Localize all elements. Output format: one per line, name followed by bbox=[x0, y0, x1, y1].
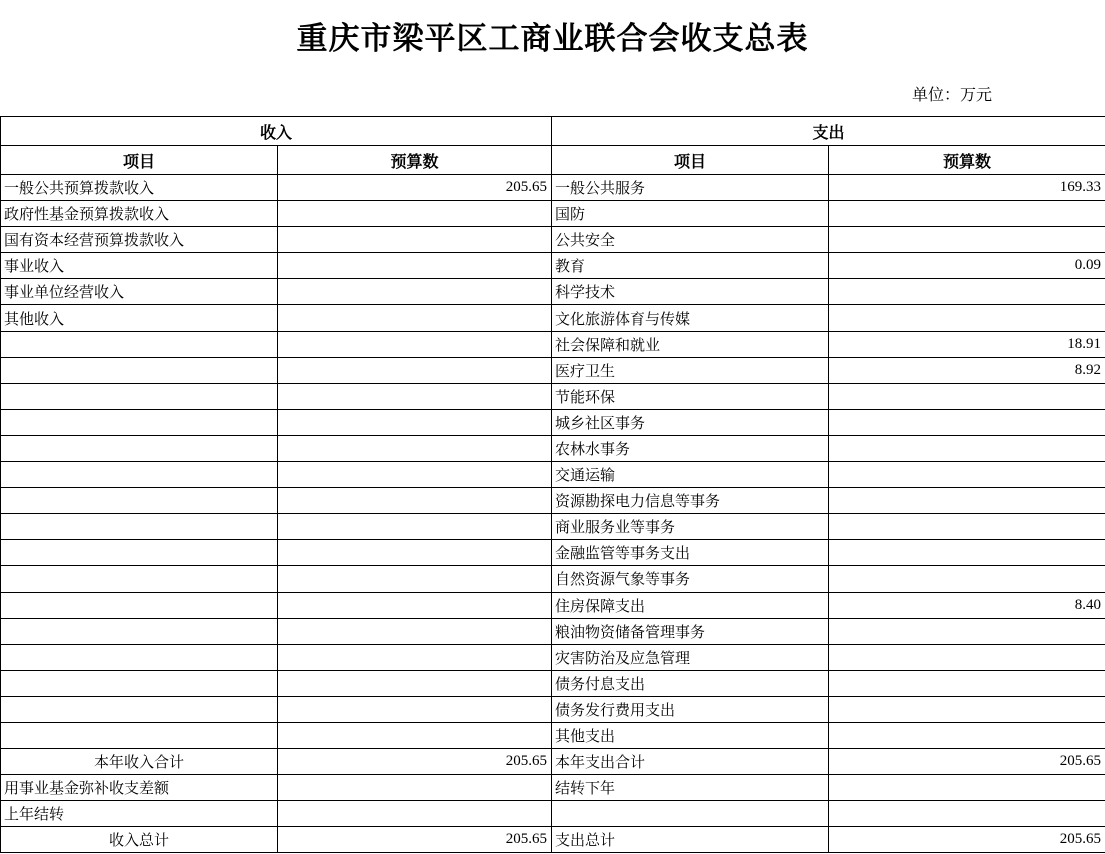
expense-item-cell: 住房保障支出 bbox=[552, 592, 829, 618]
expense-section-header: 支出 bbox=[552, 117, 1105, 146]
expense-value-cell bbox=[829, 644, 1105, 670]
table-row bbox=[1, 227, 1105, 253]
expense-item-cell: 支出总计 bbox=[552, 827, 829, 853]
income-item-cell bbox=[1, 383, 278, 409]
expense-item-cell bbox=[552, 801, 829, 827]
section-header-row bbox=[1, 117, 1105, 146]
expense-item-cell: 文化旅游体育与传媒 bbox=[552, 305, 829, 331]
expense-item-cell: 商业服务业等事务 bbox=[552, 514, 829, 540]
table-row bbox=[1, 801, 1105, 827]
income-item-header: 项目 bbox=[1, 146, 278, 175]
table-row bbox=[1, 357, 1105, 383]
unit-label: 单位：万元 bbox=[911, 87, 992, 104]
table-row bbox=[1, 566, 1105, 592]
expense-value-cell bbox=[829, 618, 1105, 644]
expense-item-cell: 农林水事务 bbox=[552, 435, 829, 461]
expense-item-cell: 资源勘探电力信息等事务 bbox=[552, 488, 829, 514]
table-row bbox=[1, 383, 1105, 409]
expense-item-cell: 自然资源气象等事务 bbox=[552, 566, 829, 592]
income-item-cell: 政府性基金预算拨款收入 bbox=[1, 201, 278, 227]
expense-value-cell bbox=[829, 383, 1105, 409]
income-item-cell bbox=[1, 618, 278, 644]
income-value-cell bbox=[278, 201, 552, 227]
table-row bbox=[1, 749, 1105, 775]
table-row bbox=[1, 722, 1105, 748]
income-value-cell bbox=[278, 383, 552, 409]
expense-budget-header: 预算数 bbox=[829, 146, 1105, 175]
income-value-cell bbox=[278, 305, 552, 331]
table-row bbox=[1, 462, 1105, 488]
income-item-cell bbox=[1, 696, 278, 722]
table-row bbox=[1, 644, 1105, 670]
income-value-cell bbox=[278, 801, 552, 827]
expense-item-cell: 公共安全 bbox=[552, 227, 829, 253]
expense-item-cell: 其他支出 bbox=[552, 722, 829, 748]
income-item-cell bbox=[1, 722, 278, 748]
expense-value-cell bbox=[829, 775, 1105, 801]
expense-item-cell: 灾害防治及应急管理 bbox=[552, 644, 829, 670]
expense-value-cell bbox=[829, 201, 1105, 227]
expense-item-cell: 国防 bbox=[552, 201, 829, 227]
income-item-cell bbox=[1, 566, 278, 592]
income-item-cell: 上年结转 bbox=[1, 801, 278, 827]
income-item-cell bbox=[1, 357, 278, 383]
income-value-cell bbox=[278, 357, 552, 383]
table-row bbox=[1, 175, 1105, 201]
expense-value-cell: 169.33 bbox=[829, 175, 1105, 201]
expense-value-cell bbox=[829, 801, 1105, 827]
table-row bbox=[1, 775, 1105, 801]
income-value-cell bbox=[278, 435, 552, 461]
income-item-cell: 收入总计 bbox=[1, 827, 278, 853]
expense-value-cell: 205.65 bbox=[829, 749, 1105, 775]
income-item-cell bbox=[1, 644, 278, 670]
expense-value-cell bbox=[829, 696, 1105, 722]
table-row bbox=[1, 201, 1105, 227]
table-body bbox=[1, 175, 1105, 853]
income-item-cell: 一般公共预算拨款收入 bbox=[1, 175, 278, 201]
table-row bbox=[1, 435, 1105, 461]
table-row bbox=[1, 514, 1105, 540]
expense-value-cell bbox=[829, 462, 1105, 488]
expense-value-cell bbox=[829, 409, 1105, 435]
table-row bbox=[1, 618, 1105, 644]
income-value-cell bbox=[278, 540, 552, 566]
income-value-cell bbox=[278, 696, 552, 722]
table-row bbox=[1, 305, 1105, 331]
expense-value-cell bbox=[829, 227, 1105, 253]
expense-item-cell: 交通运输 bbox=[552, 462, 829, 488]
expense-value-cell bbox=[829, 488, 1105, 514]
expense-value-cell bbox=[829, 305, 1105, 331]
expense-value-cell bbox=[829, 722, 1105, 748]
expense-item-header: 项目 bbox=[552, 146, 829, 175]
income-value-cell bbox=[278, 409, 552, 435]
income-budget-header: 预算数 bbox=[278, 146, 552, 175]
page-title: 重庆市梁平区工商业联合会收支总表 bbox=[296, 21, 809, 56]
table-row bbox=[1, 488, 1105, 514]
income-item-cell bbox=[1, 488, 278, 514]
table-row bbox=[1, 540, 1105, 566]
income-value-cell bbox=[278, 592, 552, 618]
income-value-cell: 205.65 bbox=[278, 749, 552, 775]
expense-item-cell: 金融监管等事务支出 bbox=[552, 540, 829, 566]
income-item-cell: 事业收入 bbox=[1, 253, 278, 279]
income-item-cell bbox=[1, 592, 278, 618]
income-value-cell: 205.65 bbox=[278, 175, 552, 201]
table-row bbox=[1, 409, 1105, 435]
table-row bbox=[1, 331, 1105, 357]
income-item-cell bbox=[1, 331, 278, 357]
income-item-cell bbox=[1, 435, 278, 461]
table-row bbox=[1, 279, 1105, 305]
expense-item-cell: 债务付息支出 bbox=[552, 670, 829, 696]
expense-value-cell: 0.09 bbox=[829, 253, 1105, 279]
income-value-cell bbox=[278, 670, 552, 696]
income-item-cell bbox=[1, 462, 278, 488]
income-item-cell: 本年收入合计 bbox=[1, 749, 278, 775]
expense-value-cell bbox=[829, 566, 1105, 592]
income-value-cell bbox=[278, 722, 552, 748]
income-item-cell: 事业单位经营收入 bbox=[1, 279, 278, 305]
income-item-cell: 国有资本经营预算拨款收入 bbox=[1, 227, 278, 253]
table-header bbox=[1, 117, 1105, 175]
expense-item-cell: 一般公共服务 bbox=[552, 175, 829, 201]
expense-item-cell: 债务发行费用支出 bbox=[552, 696, 829, 722]
expense-value-cell bbox=[829, 514, 1105, 540]
income-item-cell bbox=[1, 540, 278, 566]
expense-value-cell: 8.92 bbox=[829, 357, 1105, 383]
expense-value-cell bbox=[829, 435, 1105, 461]
expense-item-cell: 本年支出合计 bbox=[552, 749, 829, 775]
income-value-cell bbox=[278, 253, 552, 279]
table-row bbox=[1, 253, 1105, 279]
expense-item-cell: 节能环保 bbox=[552, 383, 829, 409]
table-row bbox=[1, 696, 1105, 722]
income-value-cell bbox=[278, 618, 552, 644]
table-row bbox=[1, 592, 1105, 618]
income-item-cell bbox=[1, 409, 278, 435]
expense-value-cell: 8.40 bbox=[829, 592, 1105, 618]
expense-value-cell: 205.65 bbox=[829, 827, 1105, 853]
income-value-cell bbox=[278, 331, 552, 357]
income-item-cell: 用事业基金弥补收支差额 bbox=[1, 775, 278, 801]
income-value-cell bbox=[278, 644, 552, 670]
expense-item-cell: 教育 bbox=[552, 253, 829, 279]
expense-item-cell: 城乡社区事务 bbox=[552, 409, 829, 435]
income-item-cell bbox=[1, 514, 278, 540]
income-value-cell bbox=[278, 227, 552, 253]
income-value-cell bbox=[278, 279, 552, 305]
expense-item-cell: 粮油物资储备管理事务 bbox=[552, 618, 829, 644]
income-value-cell bbox=[278, 775, 552, 801]
expense-item-cell: 科学技术 bbox=[552, 279, 829, 305]
income-value-cell bbox=[278, 488, 552, 514]
income-value-cell bbox=[278, 514, 552, 540]
expense-value-cell bbox=[829, 540, 1105, 566]
income-value-cell bbox=[278, 566, 552, 592]
table-row bbox=[1, 670, 1105, 696]
budget-table bbox=[0, 116, 1105, 853]
expense-value-cell bbox=[829, 670, 1105, 696]
expense-item-cell: 结转下年 bbox=[552, 775, 829, 801]
income-item-cell: 其他收入 bbox=[1, 305, 278, 331]
income-section-header: 收入 bbox=[1, 117, 552, 146]
expense-item-cell: 社会保障和就业 bbox=[552, 331, 829, 357]
column-header-row bbox=[1, 146, 1105, 175]
income-value-cell bbox=[278, 462, 552, 488]
expense-value-cell bbox=[829, 279, 1105, 305]
expense-value-cell: 18.91 bbox=[829, 331, 1105, 357]
income-item-cell bbox=[1, 670, 278, 696]
table-row bbox=[1, 827, 1105, 853]
income-value-cell: 205.65 bbox=[278, 827, 552, 853]
expense-item-cell: 医疗卫生 bbox=[552, 357, 829, 383]
